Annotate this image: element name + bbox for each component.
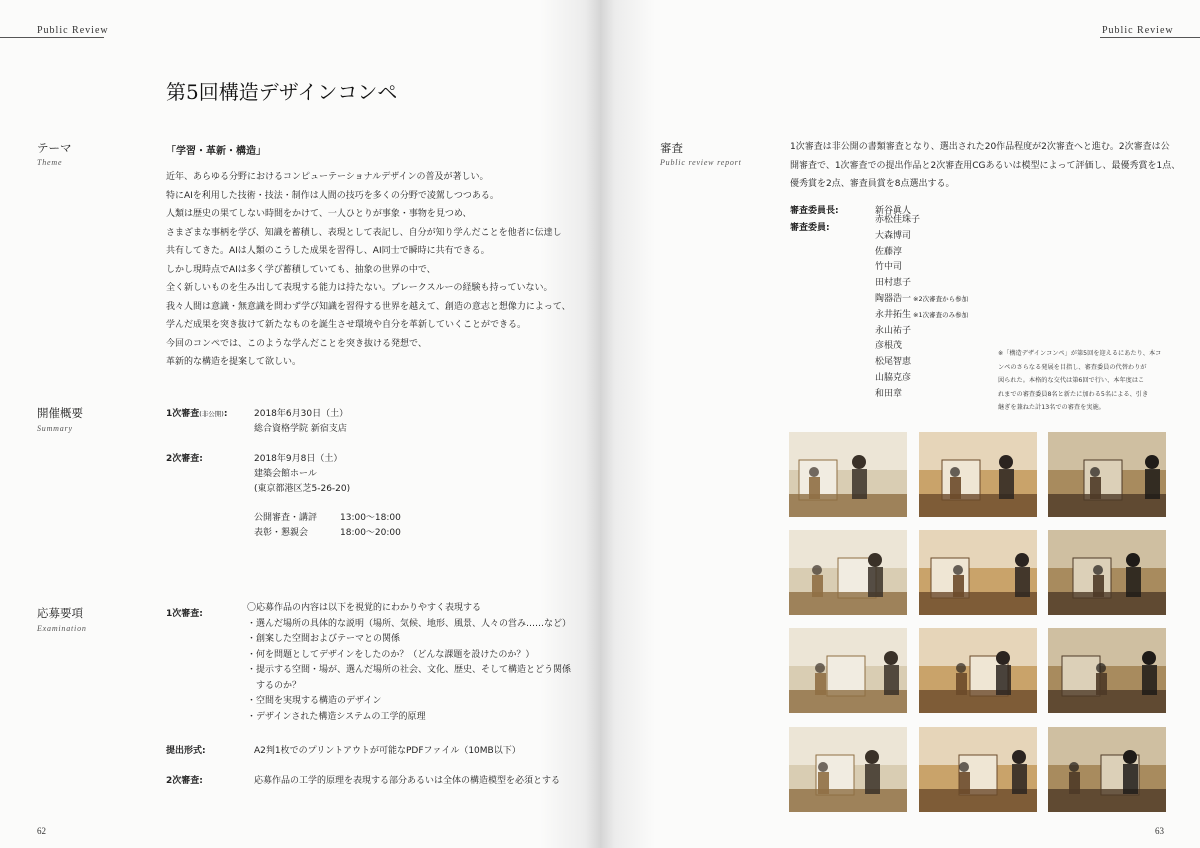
members-label: 審査委員: bbox=[790, 223, 830, 233]
first-review-label: 1次審査(非公開): bbox=[166, 409, 228, 419]
photo-building-entrance bbox=[789, 727, 907, 812]
jury-member bbox=[875, 308, 968, 324]
theme-line: 人類は歴史の果てしない時間をかけて、一人ひとりが事象・事物を見つめ、 bbox=[166, 209, 472, 219]
chair-name: 新谷眞人 bbox=[875, 206, 912, 216]
jury-member bbox=[875, 245, 968, 261]
section-label-review: 審査 bbox=[660, 141, 683, 155]
note-line: 図られた。本格的な交代は第6回で行い、本年度はこ bbox=[998, 377, 1145, 384]
requirement-line: 〇応募作品の内容は以下を視覚的にわかりやすく表現する bbox=[247, 603, 482, 613]
theme-line: さまざまな事柄を学び、知識を蓄積し、表現として表記し、自分が知り学んだことを他者に伝達し bbox=[166, 227, 562, 238]
jury-member bbox=[875, 260, 968, 276]
schedule-event-1: 公開審査・講評 bbox=[254, 513, 318, 523]
photo-discussion bbox=[1048, 432, 1166, 517]
photo-wood-structure bbox=[1048, 628, 1166, 713]
jury-member-name: 田村恵子 bbox=[875, 278, 912, 289]
review-note bbox=[998, 347, 1161, 415]
section-label-examination: 応募要項 bbox=[37, 606, 83, 620]
section-label-theme: テーマ bbox=[37, 141, 72, 155]
theme-heading: 「学習・革新・構造」 bbox=[166, 146, 266, 157]
schedule-time-2: 18:00～20:00 bbox=[340, 528, 401, 538]
photo-hall-audience bbox=[789, 530, 907, 615]
note-line: ※「構造デザインコンペ」が第5回を迎えるにあたり、本コ bbox=[998, 350, 1162, 357]
jury-member-name: 松尾智恵 bbox=[875, 357, 912, 368]
photo-model-display bbox=[789, 432, 907, 517]
note-line: ンペのさらなる発展を目指し、審査委員の代替わりが bbox=[998, 363, 1147, 371]
photo-meeting-room bbox=[1048, 530, 1166, 615]
section-label-summary: 開催概要 bbox=[37, 406, 83, 420]
theme-body bbox=[166, 168, 571, 372]
schedule-event-2: 表彰・懇親会 bbox=[254, 528, 309, 538]
review-description bbox=[790, 138, 1180, 194]
theme-line: 今回のコンペでは、このような学んだことを突き抜ける発想で、 bbox=[166, 338, 427, 349]
second-review-venue: 建築会館ホール bbox=[254, 469, 317, 479]
photo-model-assembly bbox=[919, 727, 1037, 812]
chair-label: 審査委員長: bbox=[790, 206, 839, 216]
exam-second-label: 2次審査: bbox=[166, 776, 203, 786]
theme-line: 我々人間は意識・無意識を問わず学び知識を習得する世界を越えて、創造の意志と想像力によって、 bbox=[166, 301, 571, 312]
requirement-line: ・選んだ場所の具体的な説明（場所、気候、地形、風景、人々の営み……など） bbox=[247, 618, 572, 629]
second-review-label: 2次審査: bbox=[166, 454, 203, 464]
note-line: れまでの審査委員8名と新たに加わる5名による、引き bbox=[998, 390, 1149, 398]
review-line: 開審査で、1次審査での提出作品と2次審査用CGあるいは模型によって評価し、最優秀賞を1点、 bbox=[790, 160, 1181, 171]
requirement-line: ・デザインされた構造システムの工学的原理 bbox=[247, 711, 426, 722]
jury-member bbox=[875, 229, 968, 245]
running-head: Public Review bbox=[37, 25, 109, 36]
jury-member-name: 竹中司 bbox=[875, 262, 903, 273]
requirement-line: ・何を問題としてデザインをしたのか？（どんな課題を設けたのか？） bbox=[247, 649, 535, 660]
format-label: 提出形式: bbox=[166, 746, 206, 756]
jury-member bbox=[875, 324, 968, 340]
right-page bbox=[600, 0, 1200, 848]
jury-member bbox=[875, 276, 968, 292]
jury-member bbox=[875, 213, 968, 229]
second-review-address: (東京都港区芝5-26-20) bbox=[254, 484, 351, 494]
header-rule bbox=[0, 37, 104, 38]
format-text: A2判1枚でのプリントアウトが可能なPDFファイル（10MB以下） bbox=[254, 746, 521, 756]
review-line: 優秀賞を2点、審査員賞を8点選出する。 bbox=[790, 179, 955, 189]
running-head: Public Review bbox=[1102, 25, 1174, 36]
schedule-time-1: 13:00～18:00 bbox=[340, 513, 401, 523]
page-title: 第5回構造デザインコンペ bbox=[166, 80, 398, 104]
jury-member bbox=[875, 292, 968, 308]
theme-line: 特にAIを利用した技術・技法・制作は人間の技巧を多くの分野で凌駕しつつある。 bbox=[166, 190, 499, 201]
exam-second-text: 応募作品の工学的原理を表現する部分あるいは全体の構造模型を必須とする bbox=[254, 776, 561, 786]
requirement-line: ・空間を実現する構造のデザイン bbox=[247, 696, 382, 706]
jury-member-note: ※2次審査から参加 bbox=[913, 294, 969, 303]
section-label-summary-en: Summary bbox=[37, 424, 73, 433]
jury-member-name: 彦根茂 bbox=[875, 341, 903, 352]
jury-member-note: ※1次審査のみ参加 bbox=[913, 310, 969, 319]
section-label-examination-en: Examination bbox=[37, 624, 87, 633]
review-line: 1次審査は非公開の書類審査となり、選出された20作品程度が2次審査へと進む。2次審査は公 bbox=[790, 142, 1170, 152]
jury-member bbox=[875, 339, 968, 355]
jury-member-name: 永井拓生 bbox=[875, 309, 912, 320]
jury-member-name: 赤松佳珠子 bbox=[875, 215, 921, 225]
exam-first-label: 1次審査: bbox=[166, 609, 203, 619]
jury-member bbox=[875, 387, 968, 403]
theme-line: 近年、あらゆる分野におけるコンピューテーショナルデザインの普及が著しい。 bbox=[166, 172, 489, 182]
photo-model-review bbox=[919, 530, 1037, 615]
photo-jury-with-model bbox=[919, 432, 1037, 517]
page-number: 62 bbox=[37, 826, 46, 836]
requirement-line: するのか？ bbox=[247, 680, 302, 691]
requirement-line: ・提示する空間・場が、選んだ場所の社会、文化、歴史、そして構造とどう関係 bbox=[247, 665, 572, 675]
photo-site-model bbox=[1048, 727, 1166, 812]
jury-member-name: 永山祐子 bbox=[875, 325, 912, 336]
photo-model-closeup bbox=[789, 628, 907, 713]
section-label-review-en: Public review report bbox=[660, 158, 742, 167]
requirement-line: ・創案した空間およびテーマとの関係 bbox=[247, 634, 401, 644]
jury-member-name: 陶器浩一 bbox=[875, 293, 912, 304]
photo-jury-inspection bbox=[919, 628, 1037, 713]
jury-member-name: 山脇克彦 bbox=[875, 372, 912, 383]
theme-line: 全く新しいものを生み出して表現する能力は持たない。ブレークスルーの経験も持っていない。 bbox=[166, 283, 553, 293]
jury-member-name: 大森博司 bbox=[875, 230, 912, 241]
theme-line: 革新的な構造を提案して欲しい。 bbox=[166, 357, 302, 367]
section-label-theme-en: Theme bbox=[37, 158, 63, 167]
jury-member-name: 佐藤淳 bbox=[875, 246, 903, 257]
jury-member bbox=[875, 371, 968, 387]
header-rule bbox=[1100, 37, 1200, 38]
theme-line: しかし現時点でAIは多く学び蓄積していても、抽象の世界の中で、 bbox=[166, 264, 436, 275]
theme-line: 学んだ成果を突き抜けて新たなものを誕生させ環境や自分を革新していくことができる。 bbox=[166, 320, 527, 330]
second-review-date: 2018年9月8日（土） bbox=[254, 454, 343, 464]
note-line: 継ぎを兼ねた計13名での審査を実施。 bbox=[998, 404, 1105, 411]
first-review-venue: 総合資格学院 新宿支店 bbox=[254, 424, 347, 434]
members-list bbox=[875, 213, 968, 403]
jury-member-name: 和田章 bbox=[875, 388, 903, 399]
jury-member bbox=[875, 355, 968, 371]
exam-requirements bbox=[247, 601, 571, 725]
theme-line: 共有してきた。AIは人類のこうした成果を習得し、AI同士で瞬時に共有できる。 bbox=[166, 246, 490, 256]
first-review-date: 2018年6月30日（土） bbox=[254, 409, 349, 419]
page-number: 63 bbox=[1155, 826, 1164, 836]
